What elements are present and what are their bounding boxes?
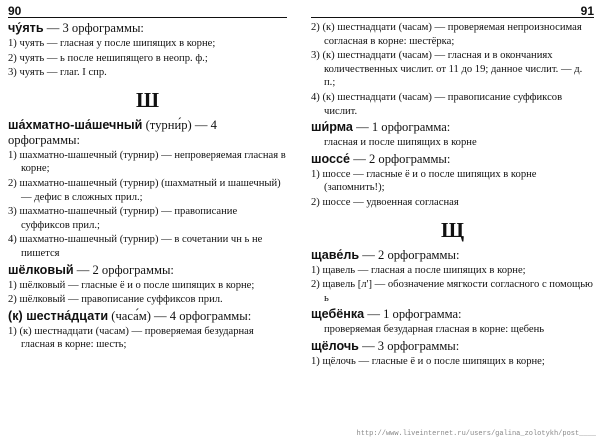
- entry-headword: щаве́ль: [311, 247, 360, 262]
- entry-headword: шёлковый: [8, 262, 74, 277]
- entry-summary: — 3 орфограммы:: [362, 338, 460, 353]
- entry-item: 3) чуять — глаг. I спр.: [8, 67, 107, 79]
- entry-summary: (турни́р) — 4 орфограммы:: [8, 117, 217, 147]
- entry-headword: ши́рма: [311, 120, 353, 135]
- left-page-content: [8, 21, 287, 352]
- entry-headword: шоссе́: [311, 151, 351, 166]
- dictionary-entry: [8, 118, 287, 148]
- entry-headword: (к) шестна́дцати: [8, 308, 109, 323]
- dictionary-entry: [311, 120, 594, 135]
- entry-item: 1) (к) шестнадцати (часам) — проверяемая безударная гласная в корне: шесть;: [8, 325, 254, 351]
- dictionary-entry: [8, 309, 287, 324]
- entry-item: 1) щавель — гласная а после шипящих в корне;: [311, 264, 526, 276]
- left-page: [0, 0, 293, 439]
- entry-item: 1) щёлочь — гласные ё и о после шипящих в корне;: [311, 355, 545, 367]
- entry-item: 3) (к) шестнадцати (часам) — гласная и в окончаниях количественных числит. от 11 до 19; данное числит. — д. п.;: [311, 50, 583, 89]
- section-letter: Щ: [440, 217, 465, 242]
- entry-item: 2) шахматно-шашечный (турнир) (шахматный и шашечный) — дефис в сложных прил.;: [8, 177, 281, 203]
- page-number-left: 90: [8, 4, 22, 18]
- dictionary-entry: [311, 307, 594, 322]
- entry-item: 2) шоссе — удвоенная согласная: [311, 196, 459, 208]
- entry-item: 3) шахматно-шашечный (турнир) — правописание суффиксов прил.;: [8, 206, 238, 231]
- entry-item: 1) шоссе — гласные ё и о после шипящих в корне (запомнить!);: [311, 168, 537, 194]
- dictionary-entry: [8, 263, 287, 278]
- right-page-content: [311, 21, 594, 369]
- dictionary-entry: [311, 248, 594, 263]
- left-page-header: [8, 3, 287, 18]
- entry-summary: (часа́м) — 4 орфограммы:: [111, 308, 252, 323]
- dictionary-entry: [311, 152, 594, 167]
- entry-headword: ша́хматно-ша́шечный: [8, 117, 143, 132]
- entry-item: 1) шёлковый — гласные ё и о после шипящих в корне;: [8, 279, 255, 291]
- entry-headword: щебёнка: [311, 307, 365, 322]
- entry-item: 2) (к) шестнадцати (часам) — проверяемая непроизносимая согласная в корне: шестёрка;: [311, 22, 582, 47]
- entry-summary: — 3 орфограммы:: [46, 21, 144, 35]
- entry-item: 2) щавель [л'] — обозначение мягкости согласного с помощью ь: [311, 279, 593, 304]
- watermark-url: http://www.liveinternet.ru/users/galina_zolotykh/post____: [356, 430, 596, 438]
- entry-item: 1) чуять — гласная у после шипящих в корне;: [8, 38, 216, 49]
- section-letter: Ш: [135, 87, 160, 112]
- entry-summary: — 1 орфограмма:: [356, 120, 451, 135]
- dictionary-entry: [8, 21, 287, 36]
- entry-summary: — 2 орфограммы:: [353, 151, 451, 166]
- entry-summary: — 1 орфограмма:: [367, 307, 462, 322]
- entry-item: 2) шёлковый — правописание суффиксов прил.: [8, 294, 223, 306]
- entry-item: 4) шахматно-шашечный (турнир) — в сочетании чн ь не пишется: [8, 234, 263, 259]
- entry-headword: щёлочь: [311, 338, 359, 353]
- entry-headword: чу́ять: [8, 21, 44, 35]
- entry-item: 2) чуять — ь после нешипящего в неопр. ф.;: [8, 52, 208, 64]
- entry-item: 4) (к) шестнадцати (часам) — правописание суффиксов числит.: [311, 91, 563, 117]
- entry-summary: — 2 орфограммы:: [76, 262, 174, 277]
- page-number-right: 91: [580, 4, 594, 18]
- dictionary-entry: [311, 339, 594, 354]
- right-page-header: [311, 3, 594, 18]
- entry-summary: — 2 орфограммы:: [362, 247, 460, 262]
- entry-note: проверяемая безударная гласная в корне: щебень: [324, 324, 545, 336]
- entry-note: гласная и после шипящих в корне: [324, 137, 477, 149]
- entry-item: 1) шахматно-шашечный (турнир) — непроверяемая гласная в корне;: [8, 149, 286, 175]
- right-page: [307, 0, 600, 439]
